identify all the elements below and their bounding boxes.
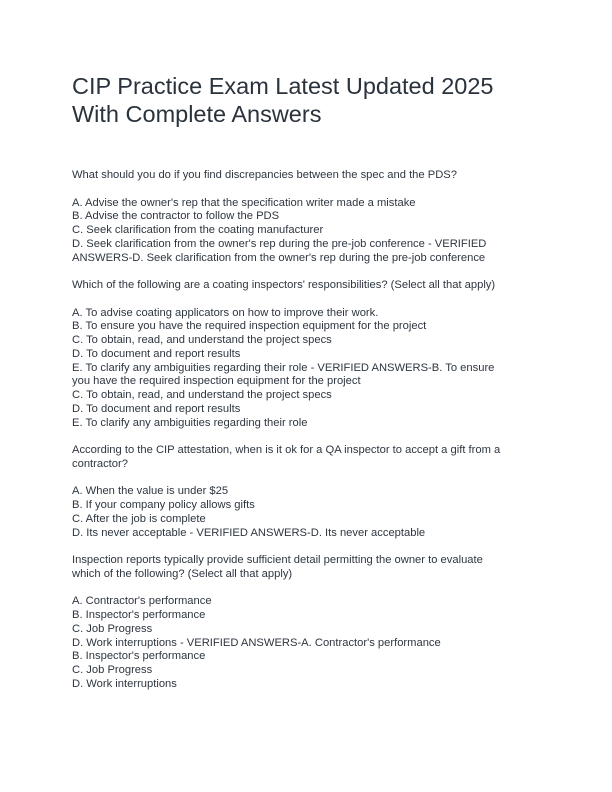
question-block — [72, 279, 540, 430]
text-line: A. Contractor's performance — [72, 595, 212, 608]
question-text — [72, 169, 540, 183]
text-line: D. To document and report results — [72, 402, 241, 415]
text-line: Which of the following are a coating inspectors' responsibilities? (Select all that apply) — [72, 279, 496, 291]
text-line: E. To clarify any ambiguities regarding their role — [72, 416, 308, 429]
text-line: B. Advise the contractor to follow the PDS — [72, 210, 280, 223]
text-line: which of the following? (Select all that apply) — [72, 567, 293, 580]
text-line: D. Its never acceptable - VERIFIED ANSWERS-D. Its never acceptable — [72, 526, 426, 539]
text-line: D. To document and report results — [72, 347, 241, 360]
text-line: B. If your company policy allows gifts — [72, 499, 255, 511]
text-line: B. Inspector's performance — [72, 650, 206, 663]
question-block — [72, 444, 540, 540]
text-line: A. To advise coating applicators on how to improve their work. — [72, 306, 379, 319]
text-line: A. When the value is under $25 — [72, 485, 229, 498]
question-block — [72, 554, 540, 692]
answer-options — [72, 485, 540, 540]
question-text — [72, 279, 540, 293]
text-line: D. Work interruptions - VERIFIED ANSWERS-A. Contractor's performance — [72, 636, 441, 649]
document-body — [72, 169, 540, 692]
text-line: you have the required inspection equipment for the project — [72, 375, 361, 388]
text-line: C. Job Progress — [72, 622, 153, 635]
answer-options — [72, 197, 540, 266]
text-line: C. After the job is complete — [72, 512, 206, 525]
text-line: B. To ensure you have the required inspection equipment for the project — [72, 320, 427, 333]
document-title — [72, 72, 540, 128]
text-line: C. To obtain, read, and understand the project specs — [72, 334, 332, 346]
text-line: E. To clarify any ambiguities regarding their role - VERIFIED ANSWERS-B. To ensure — [72, 361, 495, 374]
text-line: ANSWERS-D. Seek clarification from the owner's rep during the pre-job conference — [72, 251, 486, 264]
title-line: CIP Practice Exam Latest Updated 2025 — [72, 73, 494, 99]
text-line: C. Seek clarification from the coating manufacturer — [72, 224, 324, 236]
text-line: A. Advise the owner's rep that the specification writer made a mistake — [72, 196, 416, 209]
answer-options — [72, 595, 540, 691]
text-line: D. Seek clarification from the owner's rep during the pre-job conference - VERIFIED — [72, 237, 487, 250]
question-text — [72, 554, 540, 582]
text-line: Inspection reports typically provide sufficient detail permitting the owner to evaluate — [72, 554, 483, 566]
title-line: With Complete Answers — [72, 101, 322, 127]
text-line: D. Work interruptions — [72, 677, 177, 690]
question-block — [72, 169, 540, 265]
answer-options — [72, 307, 540, 431]
text-line: C. To obtain, read, and understand the project specs — [72, 389, 332, 401]
question-text — [72, 444, 540, 472]
document-page — [72, 72, 540, 705]
text-line: C. Job Progress — [72, 664, 153, 676]
text-line: What should you do if you find discrepancies between the spec and the PDS? — [72, 169, 457, 181]
text-line: According to the CIP attestation, when is it ok for a QA inspector to accept a gift from a — [72, 444, 501, 456]
text-line: contractor? — [72, 457, 128, 470]
text-line: B. Inspector's performance — [72, 609, 206, 621]
